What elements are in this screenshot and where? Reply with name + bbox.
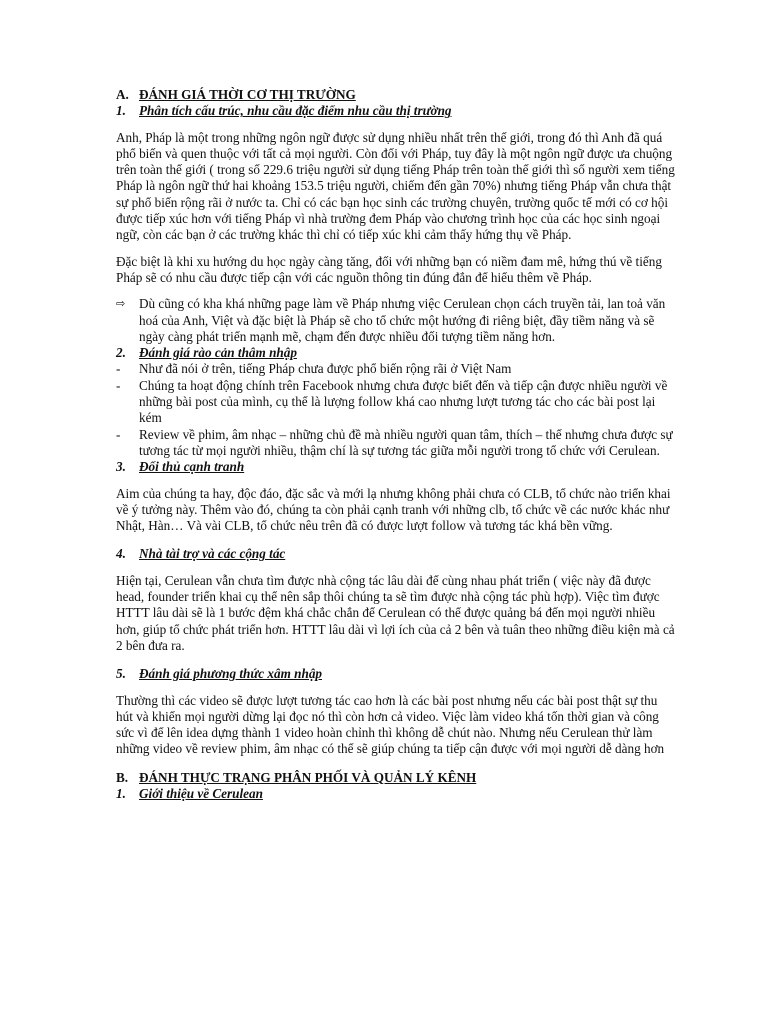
section-b-subsection-1-title: Giới thiệu về Cerulean xyxy=(139,785,263,801)
subsection-3-heading xyxy=(116,459,676,475)
competitor-paragraph: Aim của chúng ta hay, độc đáo, đặc sắc và mới lạ nhưng không phải chưa có CLB, tổ chức nào triển khai về ý tưởng này. Thêm vào đó, chúng ta còn phải cạnh tranh với những clb, tổ chức về các nước khác như Nhật, Hàn… Và vài CLB, tổ chức nêu trên đã có được lượt follow và tương tác khá bền vững. xyxy=(116,485,671,534)
subsection-5-title: Đánh giá phương thức xâm nhập xyxy=(139,666,323,682)
subsection-4-number: 4. xyxy=(116,546,126,562)
subsection-2-title: Đánh giá rào cản thâm nhập xyxy=(139,345,297,361)
arrow-right-icon: ⇨ xyxy=(116,297,126,311)
section-a-number: A. xyxy=(116,87,129,102)
subsection-1-title: Phân tích cấu trúc, nhu cầu đặc điểm nhu cầu thị trường xyxy=(139,103,452,119)
section-a-title: ĐÁNH GIÁ THỜI CƠ THỊ TRƯỜNG xyxy=(139,87,356,102)
subsection-4-title: Nhà tài trợ và các cộng tác xyxy=(139,546,286,562)
dash-marker: - xyxy=(116,426,121,442)
section-b-subsection-1-heading xyxy=(116,786,676,802)
dash-marker: - xyxy=(116,361,121,377)
barrier-list-item xyxy=(116,361,676,377)
section-a-heading xyxy=(116,87,676,103)
subsection-3-number: 3. xyxy=(116,459,126,475)
barrier-list-item xyxy=(116,378,676,427)
subsection-2-heading xyxy=(116,345,676,361)
subsection-4-heading xyxy=(116,546,676,562)
market-paragraph-2: Đặc biệt là khi xu hướng du học ngày càng tăng, đối với những bạn có niềm đam mê, hứng thú về tiếng Pháp sẽ có nhu cầu được tiếp cận với các nguồn thông tin đúng đắn để hiểu thêm về Pháp. xyxy=(116,253,662,285)
section-b-heading xyxy=(116,770,676,786)
arrow-list-item xyxy=(116,296,676,345)
subsection-5-heading xyxy=(116,666,676,682)
barrier-text: Chúng ta hoạt động chính trên Facebook nhưng chưa được biết đến và tiếp cận được nhiều người về những bài post của mình, cụ thể là lượng follow khá cao nhưng lượt tương tác cho các bài post lại kém xyxy=(139,377,668,426)
subsection-1-heading xyxy=(116,103,676,119)
document-body xyxy=(116,87,676,802)
barrier-text: Review về phim, âm nhạc – những chủ đề mà nhiều người quan tâm, thích – thế nhưng chưa được sự tương tác từ mọi người nhiều, thậm chí là sự tương tác giữa mỗi người trong tổ chức với Cerulean. xyxy=(139,426,673,458)
subsection-3-title: Đối thủ cạnh tranh xyxy=(139,459,245,475)
barrier-text: Như đã nói ở trên, tiếng Pháp chưa được phổ biến rộng rãi ở Việt Nam xyxy=(139,361,512,377)
arrow-list-text: Dù cũng có kha khá những page làm về Pháp nhưng việc Cerulean chọn cách truyền tải, lan toả văn hoá của Anh, Việt và đặc biệt là Pháp sẽ cho tổ chức một hướng đi riêng biệt, đầy tiềm năng và sẽ ngày càng phát triển mạnh mẽ, chạm đến được nhiều đối tượng tiềm năng hơn. xyxy=(139,296,666,344)
subsection-5-number: 5. xyxy=(116,666,126,682)
section-b-number: B. xyxy=(116,769,129,785)
section-b-title: ĐÁNH THỰC TRẠNG PHÂN PHỐI VÀ QUẢN LÝ KÊNH xyxy=(139,769,477,785)
barrier-list-item xyxy=(116,427,676,460)
subsection-1-number: 1. xyxy=(116,103,126,119)
subsection-2-number: 2. xyxy=(116,345,126,361)
section-b-subsection-1-number: 1. xyxy=(116,785,126,801)
dash-marker: - xyxy=(116,377,121,393)
sponsor-paragraph: Hiện tại, Cerulean vẫn chưa tìm được nhà cộng tác lâu dài để cùng nhau phát triển ( việc này đã được head, founder triển khai cụ thể nên sắp thôi chúng ta sẽ tìm được nhà cộng tác phù hợp). Việc tìm được HTTT lâu dài sẽ là 1 bước đệm khá chắc chắn để Cerulean có thể được quảng bá đến mọi người nhiều hơn, giúp tổ chức phát triển hơn. HTTT lâu dài vì lợi ích của cả 2 bên và tuân theo những điều kiện mà cả 2 bên đưa ra. xyxy=(116,572,675,653)
entry-method-paragraph: Thường thì các video sẽ được lượt tương tác cao hơn là các bài post nhưng nếu các bài post thật sự thu hút và khiến mọi người dừng lại đọc nó thì còn hơn cả video. Việc làm video khá tốn thời gian và công sức vì để lên idea dựng thành 1 video hoàn chỉnh thì không dễ chút nào. Nhưng nếu Cerulean thử làm những video về review phim, âm nhạc có thể sẽ giúp chúng ta tiếp cận được với mọi người dễ dàng hơn xyxy=(116,692,665,757)
market-paragraph-1: Anh, Pháp là một trong những ngôn ngữ được sử dụng nhiều nhất trên thế giới, trong đó thì Anh đã quá phổ biến và quen thuộc với tất cả mọi người. Còn đối với Pháp, tuy đây là một ngôn ngữ được ưa chuộng trên toàn thế giới ( trong số 229.6 triệu người sử dụng tiếng Pháp trên toàn thế giới thì số người xem tiếng Pháp là ngôn ngữ thứ hai khoảng 153.5 triệu người, chiếm đến gần 70%) nhưng tiếng Pháp vẫn chưa thật sự phổ biến rộng rãi ở nước ta. Chỉ có các bạn học sinh các trường chuyên, trường quốc tế mới có cơ hội được tiếp xúc hơn với tiếng Pháp vì nhà trường đem Pháp vào chương trình học của các học sinh ngoại ngữ, còn các bạn ở các trường khác thì chỉ có tiếp xúc khi cảm thấy hứng thụ về Pháp. xyxy=(116,129,675,243)
